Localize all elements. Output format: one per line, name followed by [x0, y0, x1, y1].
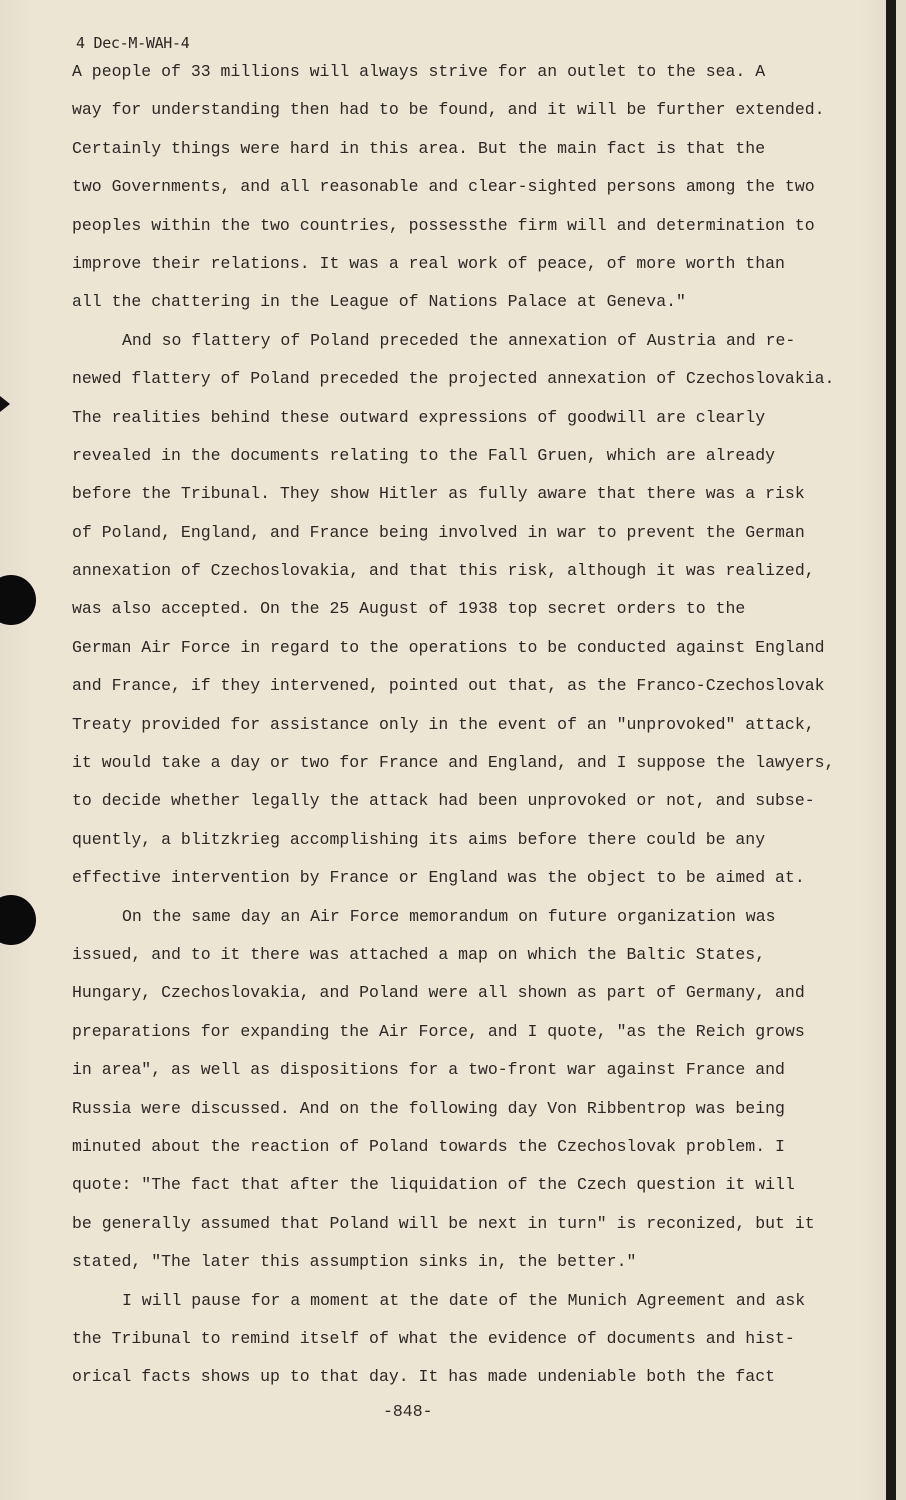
text-line: The realities behind these outward expressions of goodwill are clearly [72, 407, 766, 427]
text-line: be generally assumed that Poland will be next in turn" is reconized, but it [72, 1213, 815, 1233]
paragraph [72, 61, 825, 330]
text-line: Certainly things were hard in this area. But the main fact is that the [72, 138, 766, 158]
page-edge [886, 0, 896, 1500]
text-line: annexation of Czechoslovakia, and that this risk, although it was realized, [72, 561, 815, 581]
text-line: Treaty provided for assistance only in the event of an "unprovoked" attack, [72, 714, 815, 734]
text-line: issued, and to it there was attached a map on which the Baltic States, [72, 944, 766, 964]
text-line: Russia were discussed. And on the following day Von Ribbentrop was being [72, 1098, 785, 1118]
page-number: -848- [383, 1402, 433, 1421]
text-line: Hungary, Czechoslovakia, and Poland were all shown as part of Germany, and [72, 983, 805, 1003]
text-line: minuted about the reaction of Poland towards the Czechoslovak problem. I [72, 1136, 785, 1156]
page-header: 4 Dec-M-WAH-4 [76, 34, 190, 52]
text-line: quently, a blitzkrieg accomplishing its aims before there could be any [72, 829, 766, 849]
text-line: A people of 33 millions will always strive for an outlet to the sea. A [72, 62, 766, 81]
text-line: I will pause for a moment at the date of the Munich Agreement and ask [122, 1290, 806, 1310]
text-line: On the same day an Air Force memorandum on future organization was [122, 906, 776, 926]
text-line: way for understanding then had to be found, and it will be further extended. [72, 100, 825, 120]
text-line: stated, "The later this assumption sinks in, the better." [72, 1252, 637, 1272]
text-line: preparations for expanding the Air Force, and I quote, "as the Reich grows [72, 1021, 805, 1041]
text-line: improve their relations. It was a real work of peace, of more worth than [72, 253, 785, 273]
text-line: And so flattery of Poland preceded the annexation of Austria and re- [122, 330, 796, 350]
text-line: newed flattery of Poland preceded the projected annexation of Czechoslovakia. [72, 369, 835, 389]
paragraph [72, 906, 815, 1290]
margin-mark [0, 396, 10, 412]
punch-hole [0, 895, 36, 945]
text-line: before the Tribunal. They show Hitler as fully aware that there was a risk [72, 484, 805, 504]
text-line: orical facts shows up to that day. It has made undeniable both the fact [72, 1367, 776, 1387]
text-line: peoples within the two countries, possessthe firm will and determination to [72, 215, 815, 235]
text-line: quote: "The fact that after the liquidation of the Czech question it will [72, 1175, 795, 1195]
text-line: the Tribunal to remind itself of what the evidence of documents and hist- [72, 1328, 795, 1348]
text-line: it would take a day or two for France and England, and I suppose the lawyers, [72, 753, 835, 773]
text-line: all the chattering in the League of Nations Palace at Geneva." [72, 292, 686, 312]
text-line: in area", as well as dispositions for a two-front war against France and [72, 1060, 785, 1080]
punch-hole [0, 575, 36, 625]
text-line: two Governments, and all reasonable and clear-sighted persons among the two [72, 177, 815, 197]
text-line: and France, if they intervened, pointed out that, as the Franco-Czechoslovak [72, 676, 825, 696]
text-line: German Air Force in regard to the operations to be conducted against England [72, 637, 825, 657]
text-line: was also accepted. On the 25 August of 1938 top secret orders to the [72, 599, 746, 619]
text-line: of Poland, England, and France being involved in war to prevent the German [72, 522, 805, 542]
paragraph [72, 1290, 812, 1405]
text-line: revealed in the documents relating to the Fall Gruen, which are already [72, 445, 776, 465]
text-line: effective intervention by France or England was the object to be aimed at. [72, 868, 805, 888]
paragraph [72, 330, 835, 906]
body-text [72, 61, 835, 1405]
text-line: to decide whether legally the attack had been unprovoked or not, and subse- [72, 791, 815, 811]
